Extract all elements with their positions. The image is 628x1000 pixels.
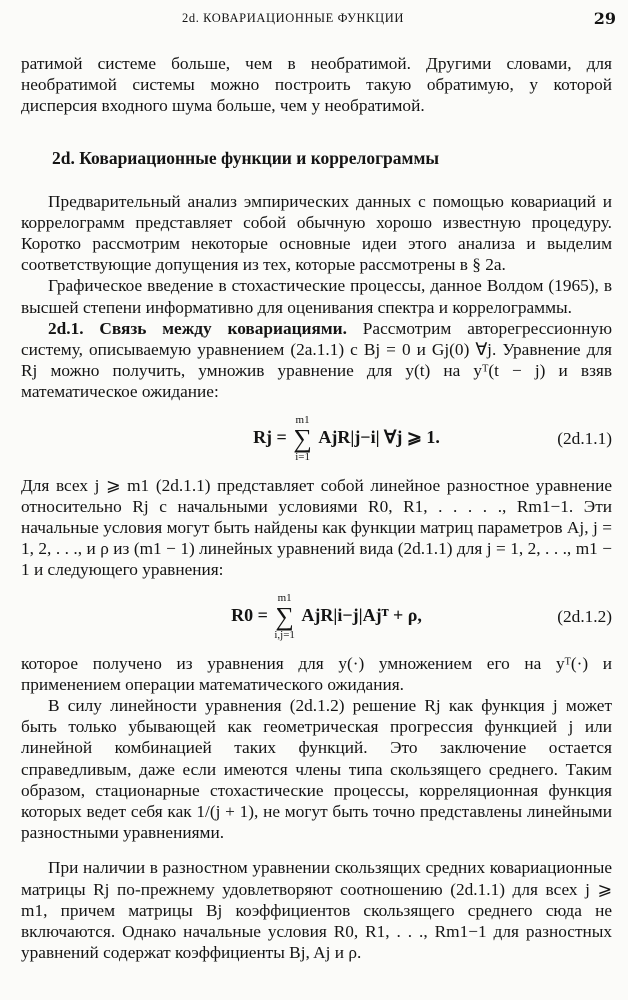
sum-lower-limit: i,j=1: [274, 628, 295, 641]
sigma-symbol: ∑: [275, 601, 294, 631]
sum-upper-limit: m1: [295, 413, 310, 426]
sum-lower-limit: i=1: [295, 450, 310, 463]
paragraph-moving-average: При наличии в разностном уравнении скользящих средних ковариационные матрицы Rj по-прежнему удовлетворяют соотношению (2d.1.1) для всех j ⩾ m1, причем матрицы Bj коэффициентов скользящего среднего сюда не включаются. Однако начальные условия R0, R1, . . ., Rm1−1 для разностных уравнений содержат коэффициенты Bj, Aj и ρ.: [21, 858, 612, 963]
equation-number: (2d.1.1): [557, 428, 612, 448]
paragraph-initial-conditions: Для всех j ⩾ m1 (2d.1.1) представляет собой линейное разностное уравнение относительно Rj с начальными условиями R0, R1, . . . . ., Rm1−1. Эти начальные условия могут быть найдены как функции матриц параметров Aj, j = 1, 2, . . ., и ρ из (m1 − 1) линейных уравнений вида (2d.1.1) для j = 1, 2, . . ., m1 − 1 и следующего уравнения:: [21, 475, 612, 580]
spacer: [21, 843, 612, 857]
paragraph-continued: ратимой системе больше, чем в необратимой. Другими словами, для необратимой системы можно построить такую обратимую, у которой дисперсия входного шума больше, чем у необратимой.: [21, 54, 612, 116]
page-number: 29: [593, 9, 616, 28]
equation-rhs: AjR|j−i| ∀j ⩾ 1.: [318, 426, 440, 447]
equation-2d-1-2: [21, 581, 612, 653]
equation-lhs: R0 =: [231, 604, 268, 625]
equation-number: (2d.1.2): [557, 606, 612, 626]
equation-formula: [21, 414, 612, 464]
page-body: [21, 53, 612, 964]
paragraph-wold: Графическое введение в стохастические процессы, данное Волдом (1965), в высшей степени информативно для оценивания спектра и коррелограммы.: [21, 276, 612, 317]
paragraph-ar-system: Рассмотрим авторегрессионную систему, описываемую уравнением (2a.1.1) с Bj = 0 и Gj(0) ∀j. Уравнение для Rj можно получить, умножив уравнение для y(t) на yᵀ(t − j) и взяв математическое ожидание:: [21, 318, 612, 402]
equation-lhs: Rj =: [253, 426, 287, 447]
paragraph-intro: Предварительный анализ эмпирических данных с помощью ковариаций и коррелограмм представляет собой обычную хорошо известную процедуру. Коротко рассмотрим некоторые основные идеи этого анализа и выделим соответствующие допущения из тех, которые рассмотрены в § 2a.: [21, 191, 612, 275]
paragraph-subsection: [21, 318, 612, 403]
paragraph-derivation: которое получено из уравнения для y(·) умножением его на yᵀ(·) и применением операции математического ожидания.: [21, 653, 612, 694]
paragraph-linearity: В силу линейности уравнения (2d.1.2) решение Rj как функция j может быть только убывающей как геометрическая прогрессия функцией j или линейной комбинацией таких функций. Это заключение остается справедливым, даже если имеются члены типа скользящего среднего. Таким образом, стационарные стохастические процессы, корреляционная функция которых ведет себя как 1/(j + 1), не могут быть точно представлены линейными разностными уравнениями.: [21, 696, 612, 843]
summation: [293, 414, 312, 464]
equation-formula: [21, 592, 612, 642]
sum-upper-limit: m1: [277, 591, 292, 604]
section-title: 2d. Ковариационные функции и коррелограммы: [52, 147, 440, 168]
equation-rhs: AjR|i−j|Ajᵀ + ρ,: [301, 604, 422, 625]
sigma-symbol: ∑: [293, 423, 312, 453]
page-header: [0, 8, 628, 32]
subsection-title: 2d.1. Связь между ковариациями.: [48, 318, 347, 338]
running-head: 2d. КОВАРИАЦИОННЫЕ ФУНКЦИИ: [182, 11, 405, 25]
summation: [274, 592, 295, 642]
equation-2d-1-1: [21, 403, 612, 475]
